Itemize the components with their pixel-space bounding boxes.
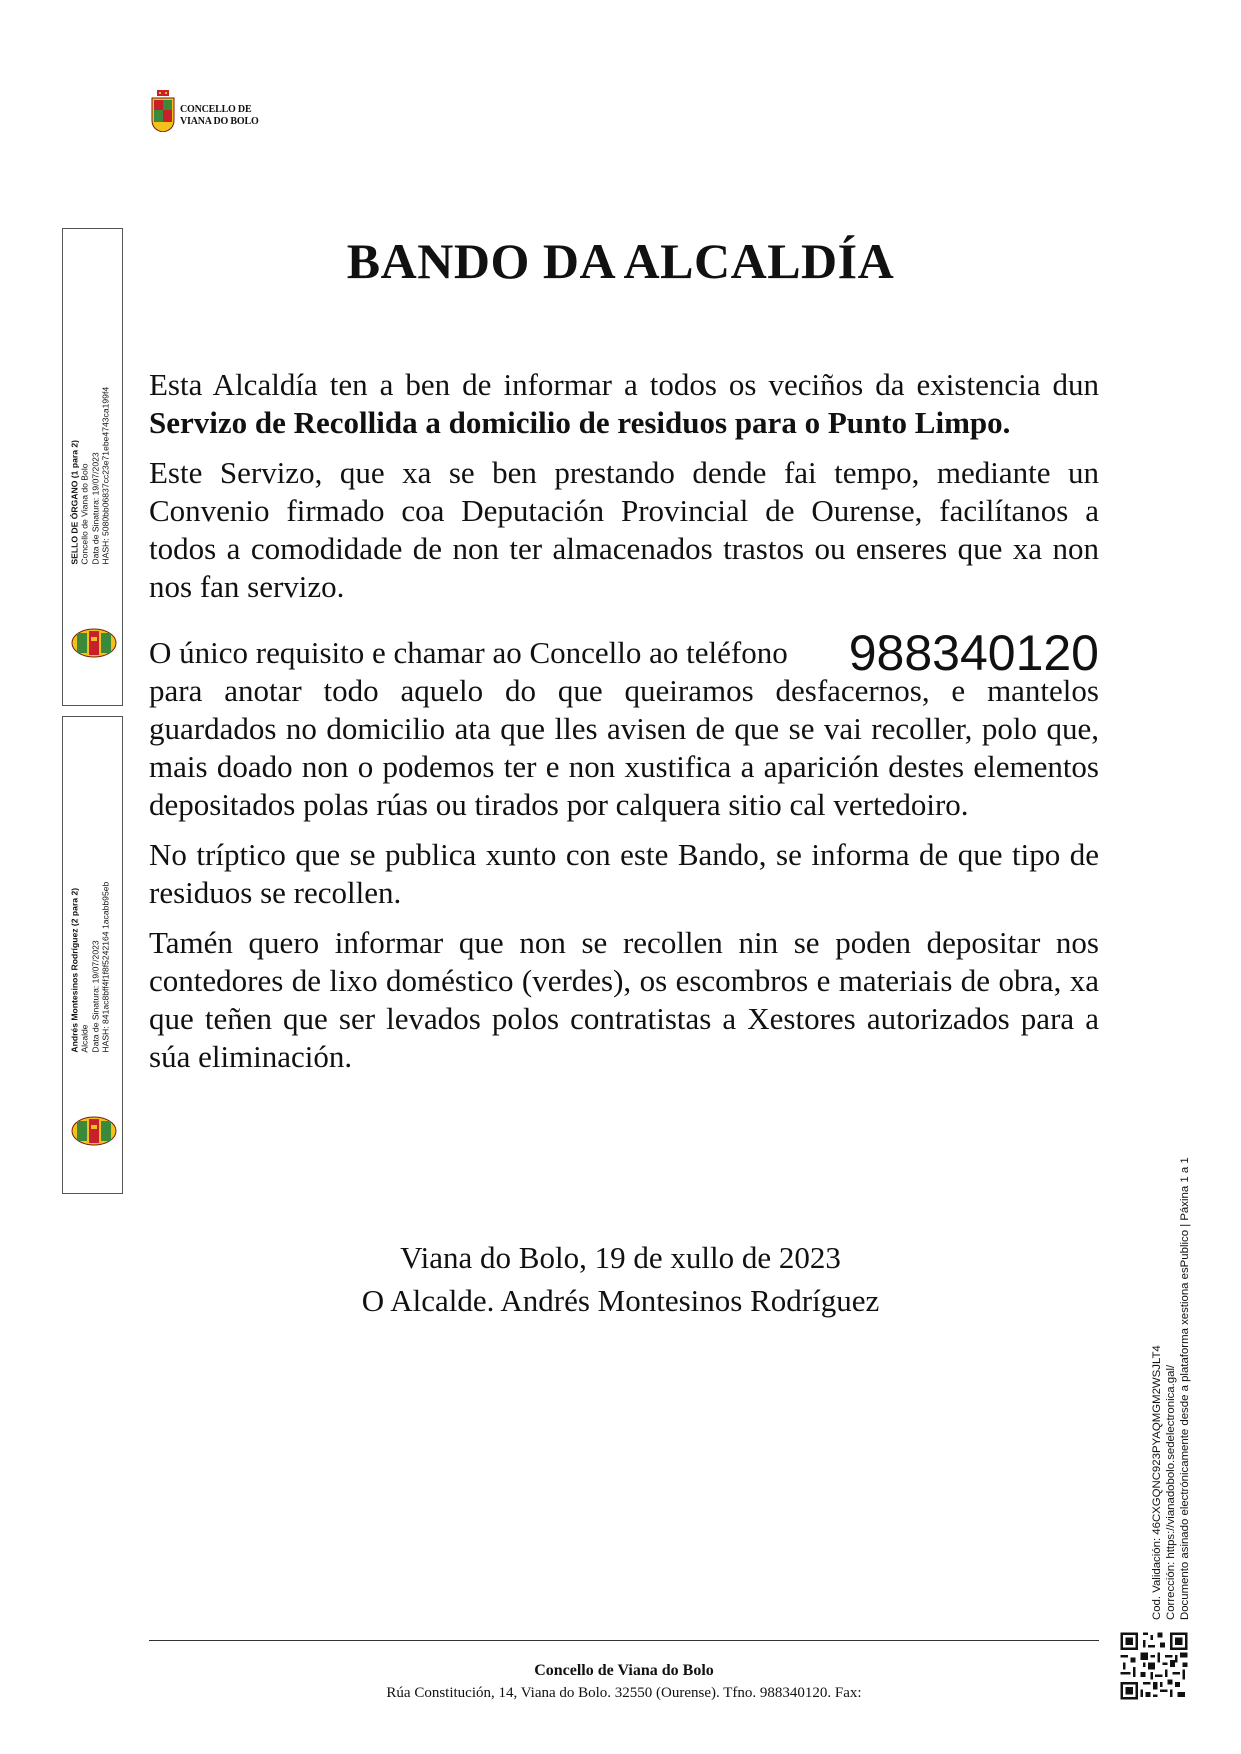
paragraph-1-bold: Servizo de Recollida a domicilio de residuos para o Punto Limpo.: [149, 405, 1011, 440]
paragraph-3: [149, 625, 1099, 824]
paragraph-3-intro: O único requisito e chamar ao Concello ao teléfono: [149, 635, 788, 670]
footer: [149, 1660, 1099, 1704]
signature-box-2: [62, 716, 123, 1194]
document-body: [149, 366, 1099, 1088]
footer-address: Rúa Constitución, 14, Viana do Bolo. 32550 (Ourense). Tfno. 988340120. Fax:: [386, 1685, 862, 1701]
validation-url: Corrección: https://vianadobolo.sedelectronica.gal/: [1165, 1364, 1177, 1620]
validation-platform: Documento asinado electrónicamente desde a plataforma xestiona esPublico | Páxina 1 a 1: [1179, 1157, 1191, 1620]
seal-shield-icon: [71, 627, 117, 659]
coat-of-arms-icon: [150, 90, 176, 132]
validation-code: Cod. Validación: 46CXGQNC923PYAQMGM2WSJLT4: [1151, 1345, 1163, 1620]
seal-shield-icon: [71, 1115, 117, 1147]
signature-1-title: SELLO DE ÓRGANO (1 para 2): [69, 440, 80, 565]
logo-line-2: VIANA DO BOLO: [180, 116, 259, 127]
place-date: Viana do Bolo, 19 de xullo de 2023: [400, 1240, 841, 1275]
logo-line-1: CONCELLO DE: [180, 104, 252, 115]
paragraph-4: No tríptico que se publica xunto con este Bando, se informa de que tipo de residuos se recollen.: [149, 837, 1099, 910]
paragraph-1: [149, 366, 1099, 442]
signature-1-line-2: Concello de Viana do Bolo: [79, 463, 90, 565]
paragraph-3-text: para anotar todo aquelo do que queiramos desfacernos, e mantelos guardados no domicilio ata que lles avisen de que se vai recoller, polo que, mais doado non o podemos ter e non xustifica a aparición destes elementos depositados polas rúas ou tirados por calquera sitio cal vertedoiro.: [149, 673, 1099, 822]
signature-1-line-4: HASH: 5080bb06837cc23e71ebe4743ca199f4: [100, 387, 111, 565]
concello-logo: [150, 90, 290, 135]
validation-note: [1150, 1100, 1192, 1620]
signature-2-line-2: Alcalde: [79, 1024, 90, 1053]
signature-2-title: Andrés Montesinos Rodríguez (2 para 2): [69, 888, 80, 1053]
phone-number: 988340120: [848, 625, 1099, 681]
signature-1-line-3: Data de Sinatura: 19/07/2023: [90, 452, 101, 565]
signature-2-line-3: Data de Sinatura: 19/07/2023: [90, 940, 101, 1053]
qr-code-icon: [1118, 1630, 1190, 1702]
signature-2-line-4: HASH: 841ac8bff4f1f8f5242164 1acabb95eb: [100, 882, 111, 1053]
document-title: BANDO DA ALCALDÍA: [346, 233, 895, 289]
footer-divider: [149, 1640, 1099, 1641]
footer-org: Concello de Viana do Bolo: [534, 1662, 714, 1679]
paragraph-2: Este Servizo, que xa se ben prestando dende fai tempo, mediante un Convenio firmado coa Deputación Provincial de Ourense, facilítanos a todos a comodidade de non ter almacenados trastos ou enseres que xa non nos fan servizo.: [149, 455, 1099, 604]
paragraph-5: Tamén quero informar que non se recollen nin se poden depositar nos contedores de lixo doméstico (verdes), os escombros e materiais de obra, xa que teñen que ser levados polos contratistas a Xestores autorizados para a súa eliminación.: [149, 925, 1099, 1074]
paragraph-1-text: Esta Alcaldía ten a ben de informar a todos os veciños da existencia dun: [149, 367, 1099, 402]
signature-box-1: [62, 228, 123, 706]
signer-line: O Alcalde. Andrés Montesinos Rodríguez: [361, 1283, 880, 1318]
